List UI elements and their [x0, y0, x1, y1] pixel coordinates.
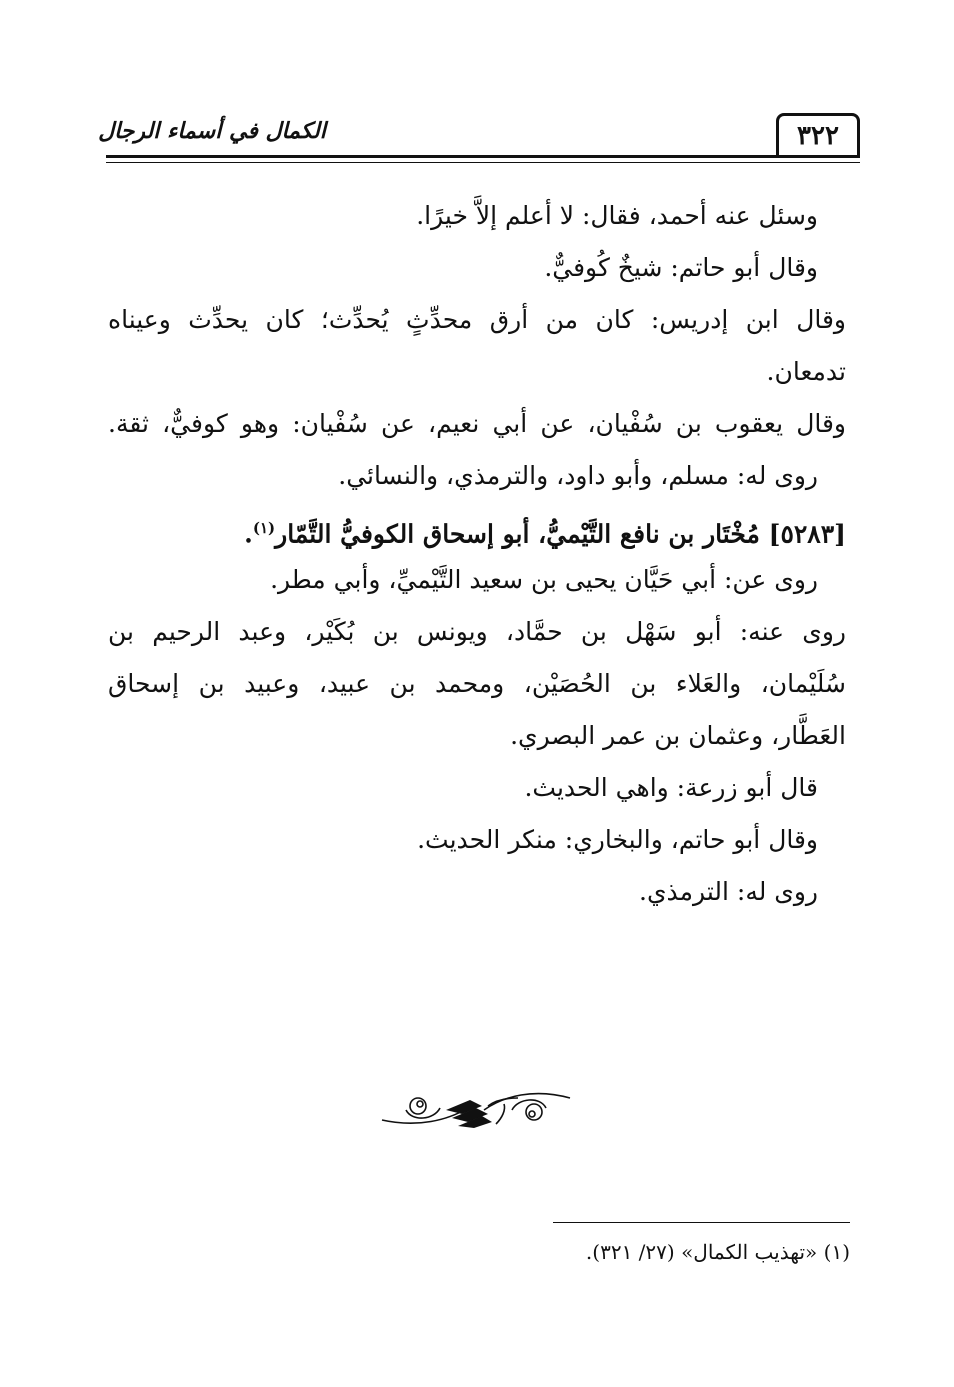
text-line: روى له: الترمذي.	[639, 877, 818, 906]
text-line: وقال أبو حاتم: شيخٌ كُوفيٌّ.	[544, 253, 818, 282]
text-line: قال أبو زرعة: واهي الحديث.	[524, 773, 818, 802]
entry-name: مُخْتَار بن نافع التَّيْميُّ، أبو إسحاق الكوفيُّ التَّمّار	[275, 519, 760, 549]
header-rule	[106, 155, 860, 158]
entry-number: [٥٢٨٣]	[768, 519, 846, 549]
entry-end: .	[244, 519, 253, 549]
footnote-rule	[553, 1222, 850, 1223]
ornament-divider-icon	[378, 1080, 574, 1138]
text-line: روى عنه: أبو سَهْل بن حمَّاد، ويونس بن بُكَيْر، وعبد الرحيم بن	[108, 617, 846, 646]
entry-heading	[108, 502, 846, 554]
text-line: تدمعان.	[766, 357, 846, 386]
running-title: الكمال في أسماء الرجال	[98, 118, 326, 144]
text-line: وقال يعقوب بن سُفْيان، عن أبي نعيم، عن سُفْيان: وهو كوفيٌّ، ثقة.	[108, 409, 846, 438]
text-line: روى له: مسلم، وأبو داود، والترمذي، والنسائي.	[338, 461, 818, 490]
main-text	[108, 190, 846, 918]
header-rule-thin	[106, 162, 860, 163]
page-number: ٣٢٢	[776, 113, 860, 155]
text-line: روى عن: أبي حَيَّان يحيى بن سعيد التَّيْميِّ، وأبي مطر.	[270, 565, 818, 594]
text-line: وقال أبو حاتم، والبخاري: منكر الحديث.	[417, 825, 818, 854]
text-line: وسئل عنه أحمد، فقال: لا أعلم إلاَّ خيرًا.	[416, 201, 818, 230]
footnote-ref: (١)	[252, 519, 276, 537]
text-line: العَطَّار، وعثمان بن عمر البصري.	[510, 721, 846, 750]
footnote: (١) «تهذيب الكمال» (٢٧/ ٣٢١).	[585, 1240, 850, 1264]
text-line: سُلَيْمان، والعَلاء بن الحُصَيْن، ومحمد بن عبيد، وعبيد بن إسحاق	[108, 669, 846, 698]
text-line: وقال ابن إدريس: كان من أرق محدِّثٍ يُحدِّث؛ كان يحدِّث وعيناه	[108, 305, 846, 334]
